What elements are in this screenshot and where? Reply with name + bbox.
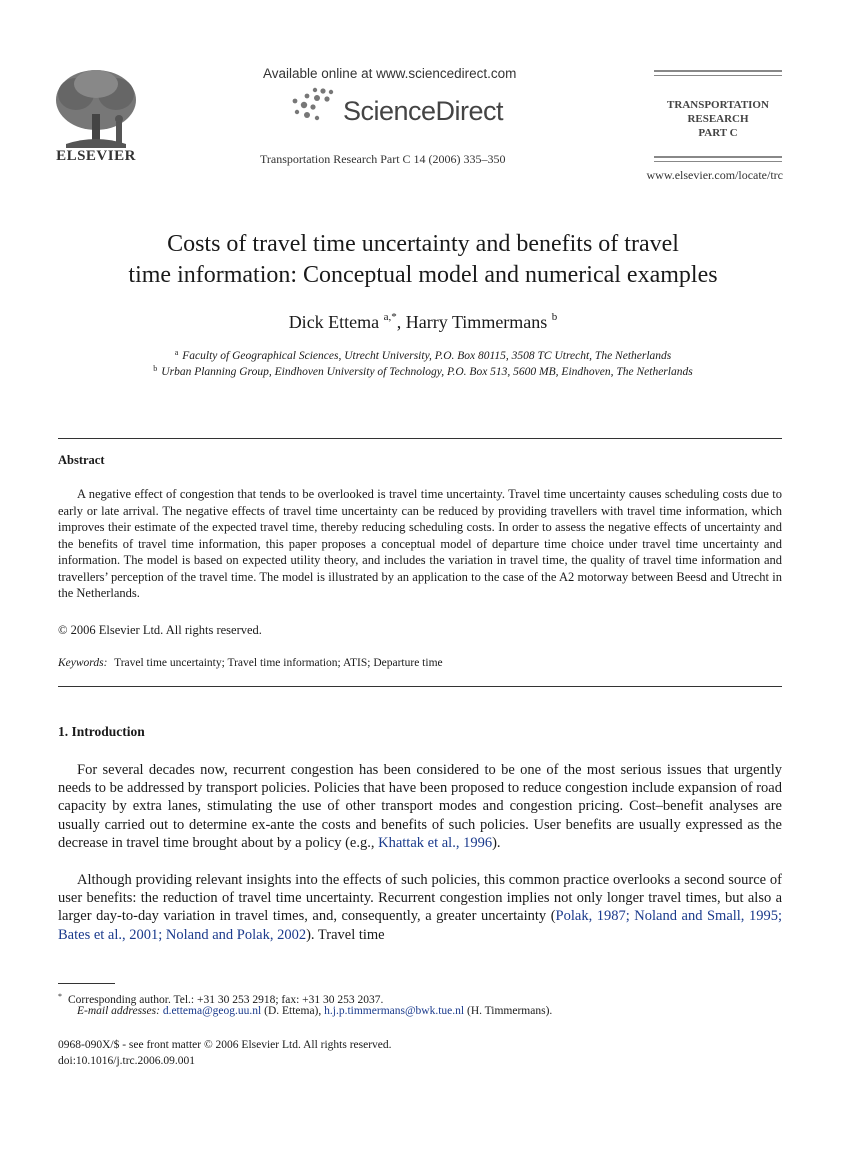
email-label: E-mail addresses: <box>77 1005 160 1017</box>
article-title-line: Costs of travel time uncertainty and benefits of travel <box>167 231 679 257</box>
affiliation <box>40 364 806 378</box>
journal-citation: Transportation Research Part C 14 (2006) 335–350 <box>260 152 506 166</box>
doi-line[interactable]: doi:10.1016/j.trc.2006.09.001 <box>58 1055 196 1067</box>
publisher-name: ELSEVIER <box>56 148 136 164</box>
footnote-mark: * <box>58 992 62 1001</box>
journal-logo <box>654 70 782 140</box>
journal-url[interactable]: www.elsevier.com/locate/trc <box>646 168 783 182</box>
sciencedirect-wordmark: ScienceDirect <box>343 96 504 126</box>
paragraph-text: ). <box>492 834 501 851</box>
citation-link[interactable]: Khattak et al., 1996 <box>378 834 493 851</box>
affiliation-text: Urban Planning Group, Eindhoven University of Technology, P.O. Box 513, 5600 MB, Eindhoven, The Netherlands <box>161 366 693 378</box>
journal-logo-line: RESEARCH <box>687 113 749 125</box>
author-name: Dick Ettema <box>288 312 380 332</box>
footnote-text: Corresponding author. Tel.: +31 30 253 2918; fax: +31 30 253 2037. <box>68 994 384 1006</box>
available-online-text: Available online at www.sciencedirect.com <box>263 66 517 81</box>
citation-link[interactable]: Polak, 1987; Noland and Small, 1995; Bates et al., 2001; Noland and Polak, 2002 <box>58 908 782 943</box>
body-paragraph <box>58 871 782 944</box>
keywords <box>58 657 443 669</box>
affiliation <box>40 348 806 362</box>
author-list <box>40 311 806 333</box>
sciencedirect-dots-logo <box>287 85 345 125</box>
keywords-list: Travel time uncertainty; Travel time information; ATIS; Departure time <box>114 657 443 669</box>
journal-logo-line: TRANSPORTATION <box>667 99 769 111</box>
affiliation-mark: a <box>174 348 179 357</box>
affiliation-text: Faculty of Geographical Sciences, Utrecht University, P.O. Box 80115, 3508 TC Utrecht, The Netherlands <box>182 350 672 362</box>
journal-logo-line: PART C <box>698 127 738 139</box>
abstract-copyright: © 2006 Elsevier Ltd. All rights reserved. <box>58 623 262 637</box>
author-affil-mark[interactable]: a,* <box>383 311 397 323</box>
email-owner: (H. Timmermans). <box>464 1005 553 1017</box>
paragraph-text: For several decades now, recurrent congestion has been considered to be one of the most serious issues that urgently needs to be addressed by transport policies. Policies that have been proposed to reduce congestion include expansion of road capacity by extra lanes, stimulating the use of other transport modes and congestion pricing. Cost–benefit analyses are usually carried out to determine ex-ante the costs and benefits of such policies. User benefits are usually expressed as the decrease in travel time brought about by a policy (e.g., <box>58 762 782 851</box>
body-paragraph <box>58 761 782 852</box>
paragraph-text: Although providing relevant insights into the effects of such policies, this common practice overlooks a second source of user benefits: the reduction of travel time uncertainty. Recurrent congestion implies not only longer travel times, but also a larger day-to-day variation in travel times, and, consequently, a greater uncertainty ( <box>58 872 782 925</box>
footnote-rule <box>58 983 115 984</box>
article-title <box>40 229 806 291</box>
section-heading: 1. Introduction <box>58 724 145 739</box>
email-owner: (D. Ettema), <box>261 1005 325 1017</box>
email-link[interactable]: h.j.p.timmermans@bwk.tue.nl <box>324 1005 465 1017</box>
paragraph-text: ). Travel time <box>306 926 385 943</box>
abstract-top-rule <box>58 438 782 439</box>
author-name: Harry Timmermans <box>405 312 548 332</box>
email-link[interactable]: d.ettema@geog.uu.nl <box>162 1005 262 1017</box>
keywords-label: Keywords: <box>58 657 108 669</box>
abstract-text: A negative effect of congestion that tends to be overlooked is travel time uncertainty. Travel time uncertainty causes scheduling costs due to early or late arrival. The negative effects of travel time uncertainty can be reduced by providing travellers with travel time information, which improves their estimate of the expected travel time, thereby reducing scheduling costs. In order to assess the negative effects of uncertainty and the benefits of travel time information, this paper proposes a conceptual model of departure time choice under travel time uncertainty and information. The model is based on expected utility theory, and includes the variation in travel time, the quality of travel time information and travellers’ perception of the travel time. The model is illustrated by an application to the case of the A2 motorway between Beesd and Utrecht in the Netherlands. <box>58 487 782 600</box>
issn-line: 0968-090X/$ - see front matter © 2006 Elsevier Ltd. All rights reserved. <box>58 1039 392 1051</box>
author-affil-mark[interactable]: b <box>551 311 558 323</box>
journal-logo-top-rule <box>654 70 782 76</box>
affiliation-mark: b <box>153 364 158 373</box>
abstract-bottom-rule <box>58 686 782 687</box>
journal-logo-bottom-rule <box>654 156 782 162</box>
author-separator: , <box>396 312 406 332</box>
article-title-line: time information: Conceptual model and numerical examples <box>128 262 718 288</box>
footnote-emails <box>77 1004 552 1019</box>
abstract-heading: Abstract <box>58 453 105 467</box>
